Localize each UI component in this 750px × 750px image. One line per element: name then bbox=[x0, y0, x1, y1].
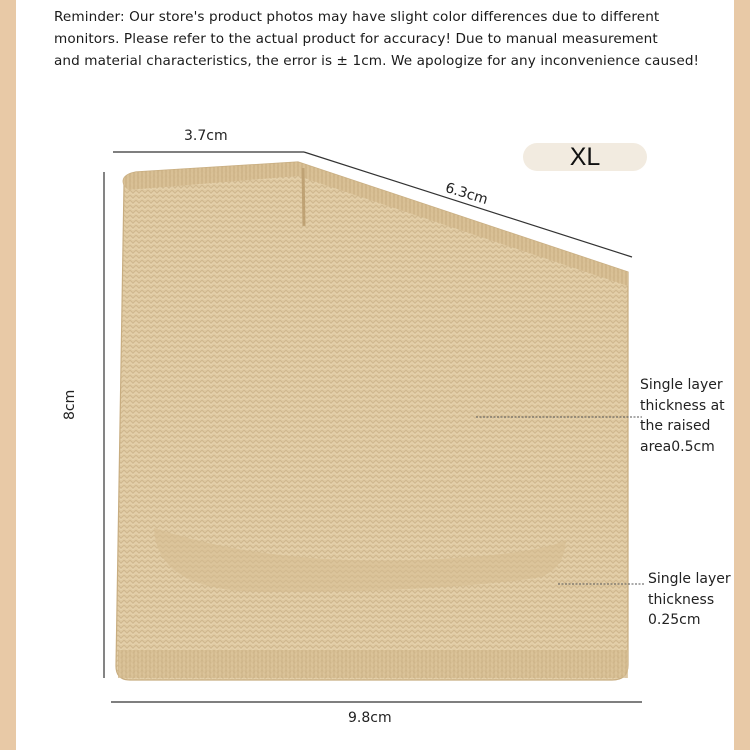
fabric-hem bbox=[118, 650, 628, 678]
note-line: thickness at bbox=[640, 397, 725, 414]
product-info-page bbox=[16, 0, 734, 750]
note-line: Single layer bbox=[640, 377, 723, 393]
slant-edge-label: 6.3cm bbox=[443, 180, 490, 209]
note-line: thickness bbox=[648, 591, 715, 608]
height-label: 8cm bbox=[62, 389, 78, 420]
bottom-width-label: 9.8cm bbox=[348, 710, 392, 726]
fabric-pad bbox=[116, 162, 628, 680]
note-line: 0.25cm bbox=[648, 612, 701, 628]
product-illustration bbox=[16, 0, 734, 750]
raised-area-thickness-note bbox=[640, 375, 736, 457]
note-line: area0.5cm bbox=[640, 438, 715, 455]
note-line: Single layer bbox=[648, 571, 731, 587]
notice-line: monitors. Please refer to the actual product for accuracy! Due to manual measurement bbox=[54, 31, 658, 47]
fabric-seam bbox=[303, 168, 304, 226]
top-width-label: 3.7cm bbox=[184, 128, 228, 144]
notice-line: Reminder: Our store's product photos may have slight color differences due to different bbox=[54, 9, 660, 25]
note-line: the raised bbox=[640, 418, 711, 434]
base-thickness-note bbox=[648, 569, 736, 631]
notice-line: and material characteristics, the error is ± 1cm. We apologize for any inconvenience caused! bbox=[54, 53, 700, 69]
size-tag: XL bbox=[523, 143, 647, 171]
